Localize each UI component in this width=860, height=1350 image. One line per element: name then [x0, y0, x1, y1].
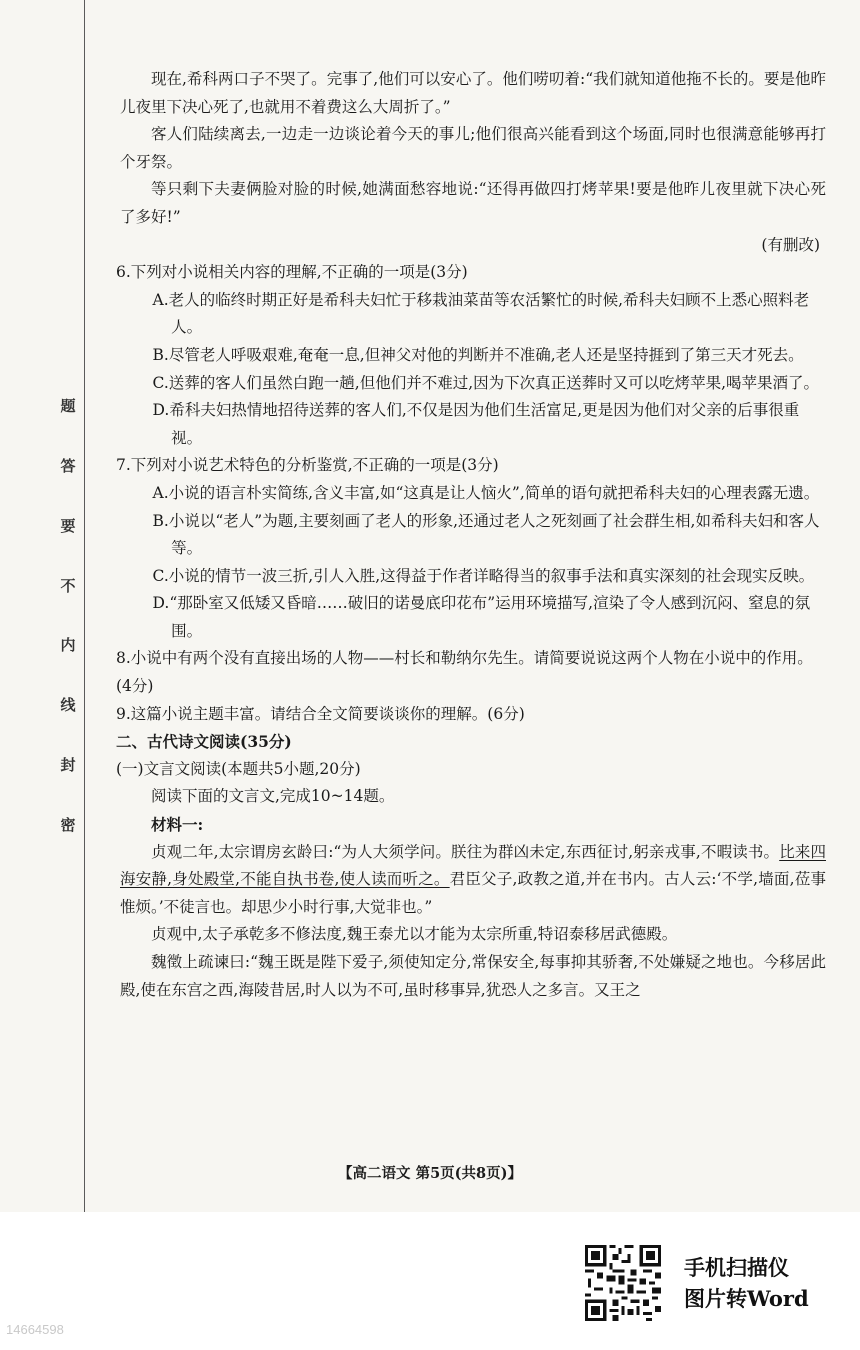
- qr-code-icon: [585, 1245, 661, 1321]
- seal-char: 要: [60, 516, 76, 535]
- seal-char: 密: [60, 815, 76, 834]
- question-7-stem: 7.下列对小说艺术特色的分析鉴赏,不正确的一项是(3分): [116, 456, 499, 475]
- question-6-option-d: D.希科夫妇热情地招待送葬的客人们,不仅是因为他们生活富足,更是因为他们对父亲的后事很重视。: [152, 401, 800, 447]
- question-6-option-c: C.送葬的客人们虽然白跑一趟,但他们并不难过,因为下次真正送葬时又可以吃烤苹果,喝苹果酒了。: [152, 373, 820, 392]
- scanner-label-line-1: 手机扫描仪: [684, 1255, 789, 1280]
- question-6-stem: 6.下列对小说相关内容的理解,不正确的一项是(3分): [116, 263, 468, 282]
- question-6-option-b: B.尽管老人呼吸艰难,奄奄一息,但神父对他的判断并不准确,老人还是坚持捱到了第三天才死去。: [152, 345, 804, 364]
- question-7-option-d: D.“那卧室又低矮又昏暗……破旧的诺曼底印花布”运用环境描写,渲染了令人感到沉闷、窒息的氛围。: [152, 594, 811, 640]
- classical-text: 君臣父子,政教之道,并在书内。古人云:‘不学,墙面,莅事惟烦。’不徒言也。却思少小时行事,大觉非也。”: [120, 870, 826, 916]
- scanner-label-line-2: 图片转Word: [684, 1286, 809, 1311]
- question-7-option-a: A.小说的语言朴实简练,含义丰富,如“这真是让人恼火”,简单的语句就把希科夫妇的心理表露无遗。: [152, 483, 820, 502]
- story-paragraph: 客人们陆续离去,一边走一边谈论着今天的事儿;他们很高兴能看到这个场面,同时也很满意能够再打个牙祭。: [120, 125, 826, 171]
- scanner-app-label: [684, 1252, 809, 1314]
- question-9: 9.这篇小说主题丰富。请结合全文简要谈谈你的理解。(6分): [116, 704, 525, 723]
- question-6-option-a: A.老人的临终时期正好是希科夫妇忙于移栽油菜苗等农活繁忙的时候,希科夫妇顾不上悉心照料老人。: [152, 290, 810, 337]
- seal-char: 线: [60, 696, 76, 715]
- page-footer: 【高二语文 第5页(共8页)】: [338, 1165, 522, 1182]
- classical-paragraph-3: 魏徵上疏谏曰:“魏王既是陛下爱子,须使知定分,常保安全,每事抑其骄奢,不处嫌疑之地也。今移居此殿,使在东宫之西,海陵昔居,时人以为不可,虽时移事异,犹恐人之多言。又王之: [120, 953, 826, 999]
- classical-text: 贞观二年,太宗谓房玄龄曰:“为人大须学问。朕往为群凶未定,东西征讨,躬亲戎事,不暇读书。: [151, 842, 780, 861]
- underlined-sentence: 比来四海安静,身处殿堂,不能自执书卷,使人读而听之。: [120, 842, 826, 889]
- margin-seal-text: [58, 395, 78, 835]
- page-content: [116, 66, 826, 1004]
- classical-paragraph-1: [120, 839, 826, 922]
- section-2-title: 二、古代诗文阅读(35分): [116, 732, 292, 752]
- document-id: 14664598: [6, 1322, 64, 1337]
- seal-char: 封: [60, 756, 76, 775]
- question-7-option-c: C.小说的情节一波三折,引人入胜,这得益于作者详略得当的叙事手法和真实深刻的社会现实反映。: [152, 566, 815, 585]
- classical-paragraph-2: 贞观中,太子承乾多不修法度,魏王泰尤以才能为太宗所重,特诏泰移居武德殿。: [151, 925, 678, 944]
- binding-line: [84, 0, 85, 1212]
- story-paragraph: 等只剩下夫妻俩脸对脸的时候,她满面愁容地说:“还得再做四打烤苹果!要是他昨儿夜里就下决心死了多好!”: [120, 180, 826, 226]
- question-7-option-b: B.小说以“老人”为题,主要刻画了老人的形象,还通过老人之死刻画了社会群生相,如希科夫妇和客人等。: [152, 511, 820, 558]
- section-2-subtitle: (一)文言文阅读(本题共5小题,20分): [116, 759, 361, 778]
- story-paragraph: 现在,希科两口子不哭了。完事了,他们可以安心了。他们唠叨着:“我们就知道他拖不长的。要是他昨儿夜里下决心死了,也就用不着费这么大周折了。”: [120, 70, 826, 116]
- seal-char: 答: [60, 456, 76, 475]
- seal-char: 不: [60, 576, 76, 595]
- question-8: 8.小说中有两个没有直接出场的人物——村长和勒纳尔先生。请简要说说这两个人物在小说中的作用。(4分): [116, 649, 813, 696]
- seal-char: 内: [60, 636, 76, 655]
- abridged-note: (有删改): [761, 235, 820, 254]
- reading-instruction: 阅读下面的文言文,完成10~14题。: [151, 787, 395, 806]
- seal-char: 题: [60, 397, 76, 415]
- material-label: 材料一:: [151, 815, 204, 835]
